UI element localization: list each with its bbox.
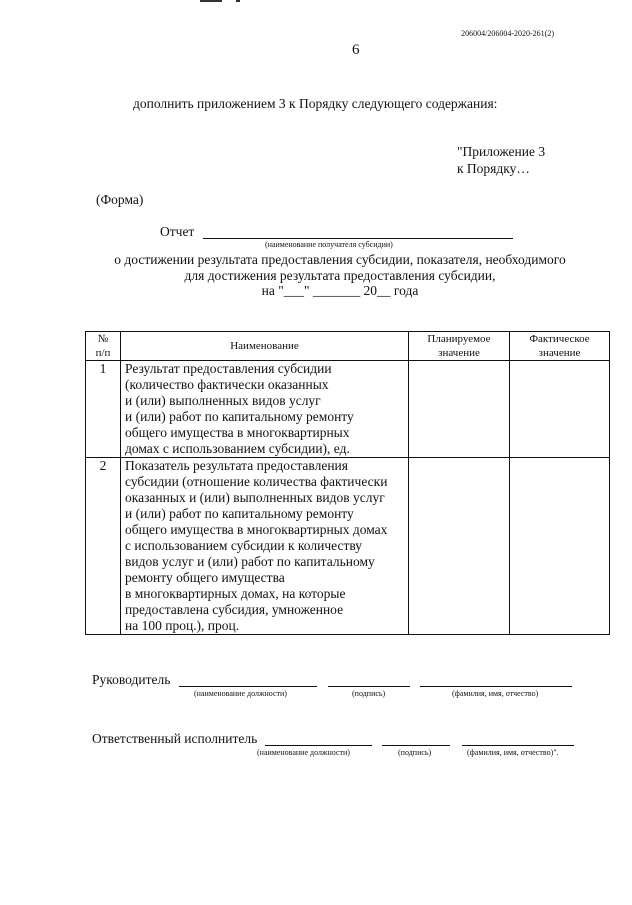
head-signature-hint: (подпись) bbox=[352, 689, 386, 698]
responsible-position-hint: (наименование должности) bbox=[257, 748, 350, 757]
row-name: Результат предоставления субсидии (количество фактически оказанных и (или) выполненных видов услуг и (или) работ по капитальному ремонту общего имущества в многоквартирных домах с использованием субсидии), ед. bbox=[121, 361, 409, 458]
heading-line-2: для достижения результата предоставления субсидии, bbox=[184, 267, 496, 283]
row-number: 1 bbox=[86, 361, 121, 458]
intro-text: дополнить приложением 3 к Порядку следующего содержания: bbox=[133, 96, 498, 111]
table-header-row bbox=[86, 332, 610, 361]
table-row bbox=[86, 361, 610, 458]
recipient-line bbox=[203, 223, 513, 239]
head-label: Руководитель bbox=[92, 672, 171, 687]
row-name: Показатель результата предоставления субсидии (отношение количества фактически оказанных и (или) выполненных видов услуг и (или) работ по капитальному ремонту общего имущества в многоквартирных домах с использованием субсидии к количеству видов услуг и (или) работ по капитальному ремонту общего имущества в многоквартирных домах, на которые предоставлена субсидия, умноженное на 100 проц.), проц. bbox=[121, 458, 409, 635]
responsible-label: Ответственный исполнитель bbox=[92, 731, 258, 746]
page-number: 6 bbox=[352, 42, 360, 58]
col-header-actual: Фактическое значение bbox=[510, 332, 610, 361]
row-number: 2 bbox=[86, 458, 121, 635]
heading-line-3: на "___" _______ 20__ года bbox=[261, 283, 419, 298]
scan-mark bbox=[236, 0, 240, 2]
row-actual-value bbox=[510, 361, 610, 458]
row-actual-value bbox=[510, 458, 610, 635]
responsible-position-line bbox=[265, 732, 372, 746]
responsible-name-line bbox=[462, 732, 574, 746]
head-position-hint: (наименование должности) bbox=[194, 689, 287, 698]
scan-mark bbox=[200, 0, 222, 2]
form-label: (Форма) bbox=[96, 192, 144, 207]
col-header-num: № п/п bbox=[86, 332, 121, 361]
col-header-name: Наименование bbox=[121, 332, 409, 361]
report-table bbox=[85, 331, 610, 635]
head-signature-line bbox=[328, 673, 410, 687]
report-heading bbox=[60, 252, 620, 299]
appendix-line-1: "Приложение 3 bbox=[457, 144, 546, 159]
head-name-line bbox=[420, 673, 572, 687]
col-header-planned: Планируемое значение bbox=[409, 332, 510, 361]
appendix-line-2: к Порядку… bbox=[457, 161, 530, 176]
head-name-hint: (фамилия, имя, отчество) bbox=[452, 689, 539, 698]
responsible-signature-hint: (подпись) bbox=[398, 748, 432, 757]
heading-line-1: о достижении результата предоставления субсидии, показателя, необходимого bbox=[114, 252, 566, 267]
head-position-line bbox=[179, 673, 317, 687]
row-planned-value bbox=[409, 458, 510, 635]
recipient-hint: (наименование получателя субсидии) bbox=[265, 240, 393, 249]
responsible-signature-line bbox=[382, 732, 450, 746]
responsible-name-hint: (фамилия, имя, отчество)". bbox=[467, 748, 559, 757]
appendix-reference bbox=[457, 143, 545, 177]
document-id: 206004/206004-2020-261(2) bbox=[461, 29, 554, 38]
table-row bbox=[86, 458, 610, 635]
row-planned-value bbox=[409, 361, 510, 458]
report-label: Отчет bbox=[160, 224, 195, 239]
